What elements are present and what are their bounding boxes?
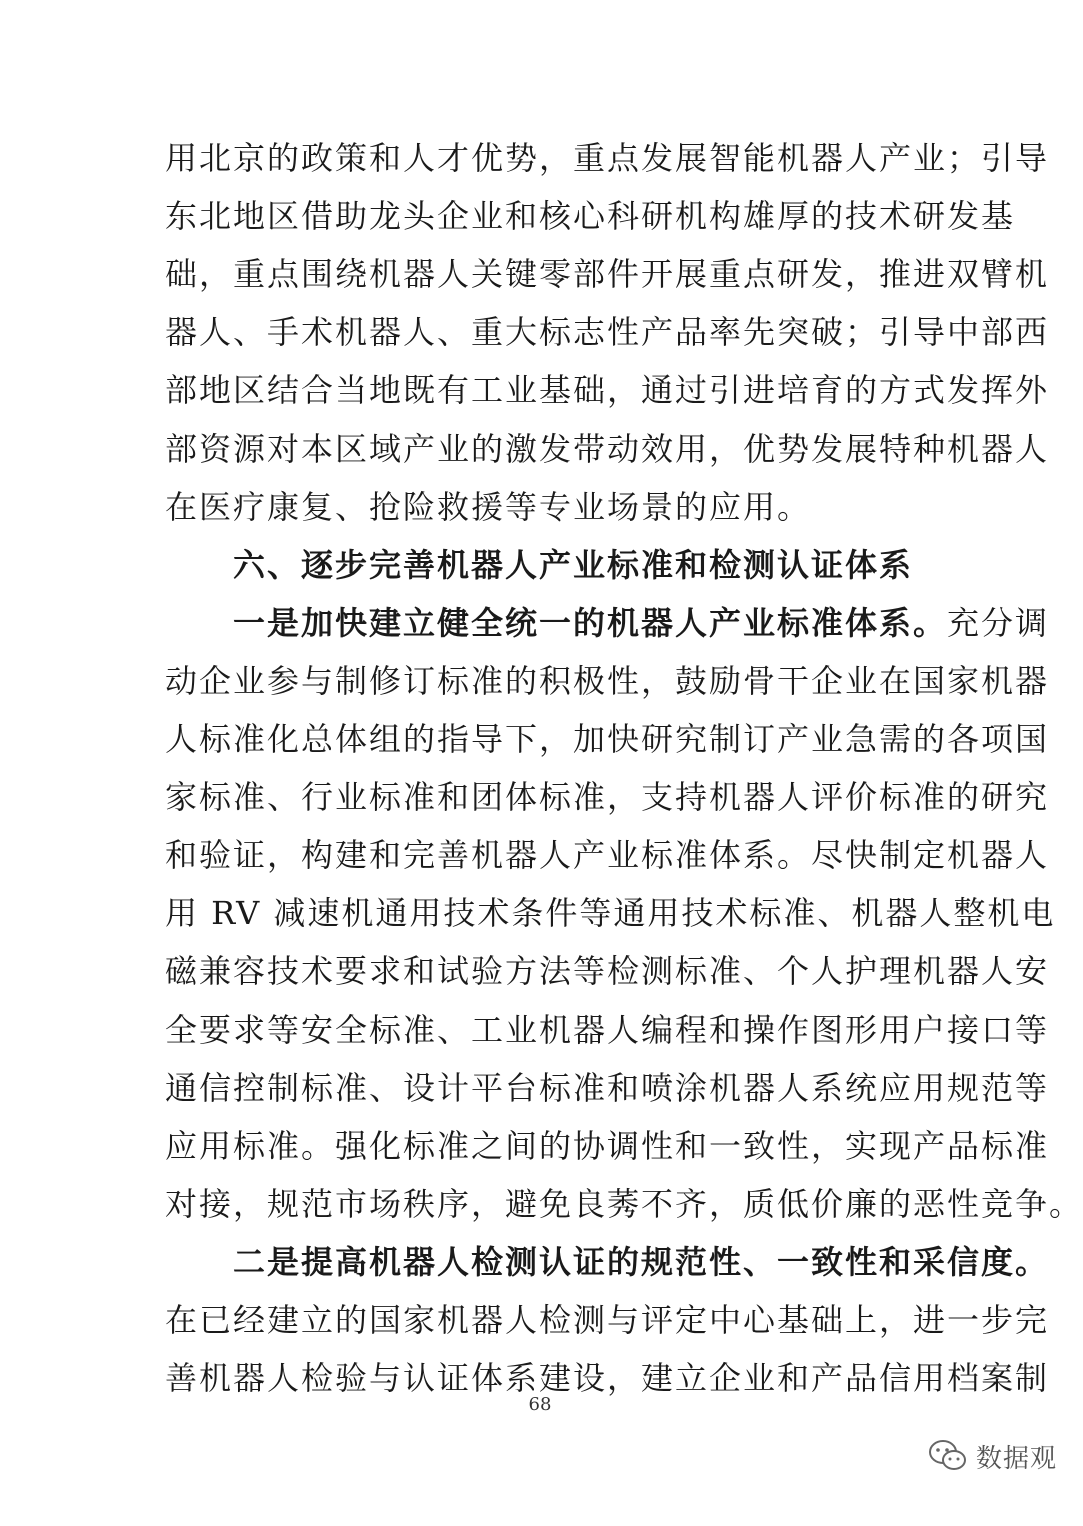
line-text: 全要求等安全标准、工业机器人编程和操作图形用户接口等	[165, 1010, 1050, 1049]
line-text: 善机器人检验与认证体系建设，建立企业和产品信用档案制	[165, 1359, 1050, 1398]
text-line	[165, 187, 1016, 245]
line-text: 在医疗康复、抢险救援等专业场景的应用。	[165, 487, 812, 526]
line-text: 动企业参与制修订标准的积极性，鼓励骨干企业在国家机器	[165, 661, 1050, 700]
line-text: 在已经建立的国家机器人检测与评定中心基础上，进一步完	[165, 1301, 1050, 1339]
text-line	[165, 1059, 1050, 1117]
text-line	[165, 652, 1050, 710]
line-text: 东北地区借助龙头企业和核心科研机构雄厚的技术研发基	[165, 197, 1016, 236]
line-text: 础，重点围绕机器人关键零部件开展重点研发，推进双臂机	[165, 255, 1050, 294]
line-text: 对接，规范市场秩序，避免良莠不齐，质低价廉的恶性竞争。	[165, 1184, 1083, 1223]
line-text: 磁兼容技术要求和试验方法等检测标准、个人护理机器人安	[165, 952, 1050, 991]
text-line	[165, 594, 1050, 652]
bold-lead: 一是加快建立健全统一的机器人产业标准体系。	[165, 603, 948, 642]
text-line	[165, 420, 1050, 478]
text-line	[165, 826, 1050, 884]
line-text: 用 RV 减速机通用技术条件等通用技术标准、机器人整机电	[165, 894, 1056, 933]
text-line	[165, 536, 917, 594]
line-text: 人标准化总体组的指导下，加快研究制订产业急需的各项国	[165, 720, 1050, 758]
line-text: 部地区结合当地既有工业基础，通过引进培育的方式发挥外	[165, 371, 1050, 410]
text-line	[165, 478, 917, 536]
text-line	[165, 303, 1050, 361]
watermark-text: 数据观	[976, 1443, 1058, 1474]
bold-lead: 六、逐步完善机器人产业标准和检测认证体系	[165, 545, 914, 584]
text-line	[165, 1233, 1050, 1291]
text-line	[165, 768, 1050, 826]
text-line	[165, 129, 1050, 187]
line-text: 通信控制标准、设计平台标准和喷涂机器人系统应用规范等	[165, 1068, 1050, 1107]
text-line	[165, 1001, 1050, 1059]
watermark	[928, 1432, 1057, 1480]
line-text: 用北京的政策和人才优势，重点发展智能机器人产业；引导	[165, 139, 1050, 177]
text-line	[165, 1175, 1083, 1233]
text-line	[165, 942, 1050, 1000]
line-text: 部资源对本区域产业的激发带动效用，优势发展特种机器人	[165, 429, 1050, 468]
bold-lead: 二是提高机器人检测认证的规范性、一致性和采信度。	[165, 1242, 1050, 1281]
page-number: 68	[528, 1394, 552, 1415]
line-text: 应用标准。强化标准之间的协调性和一致性，实现产品标准	[165, 1126, 1050, 1165]
text-line	[165, 245, 1050, 303]
text-line	[165, 361, 1050, 419]
text-line	[165, 1117, 1050, 1175]
line-text: 和验证，构建和完善机器人产业标准体系。尽快制定机器人	[165, 836, 1050, 875]
line-text: 器人、手术机器人、重大标志性产品率先突破；引导中部西	[165, 313, 1050, 352]
text-line	[165, 710, 1050, 768]
text-line	[165, 1291, 1050, 1349]
line-text: 充分调	[947, 603, 1050, 642]
text-line	[165, 884, 1056, 942]
line-text: 家标准、行业标准和团体标准，支持机器人评价标准的研究	[165, 778, 1050, 817]
wechat-icon	[928, 1438, 968, 1474]
